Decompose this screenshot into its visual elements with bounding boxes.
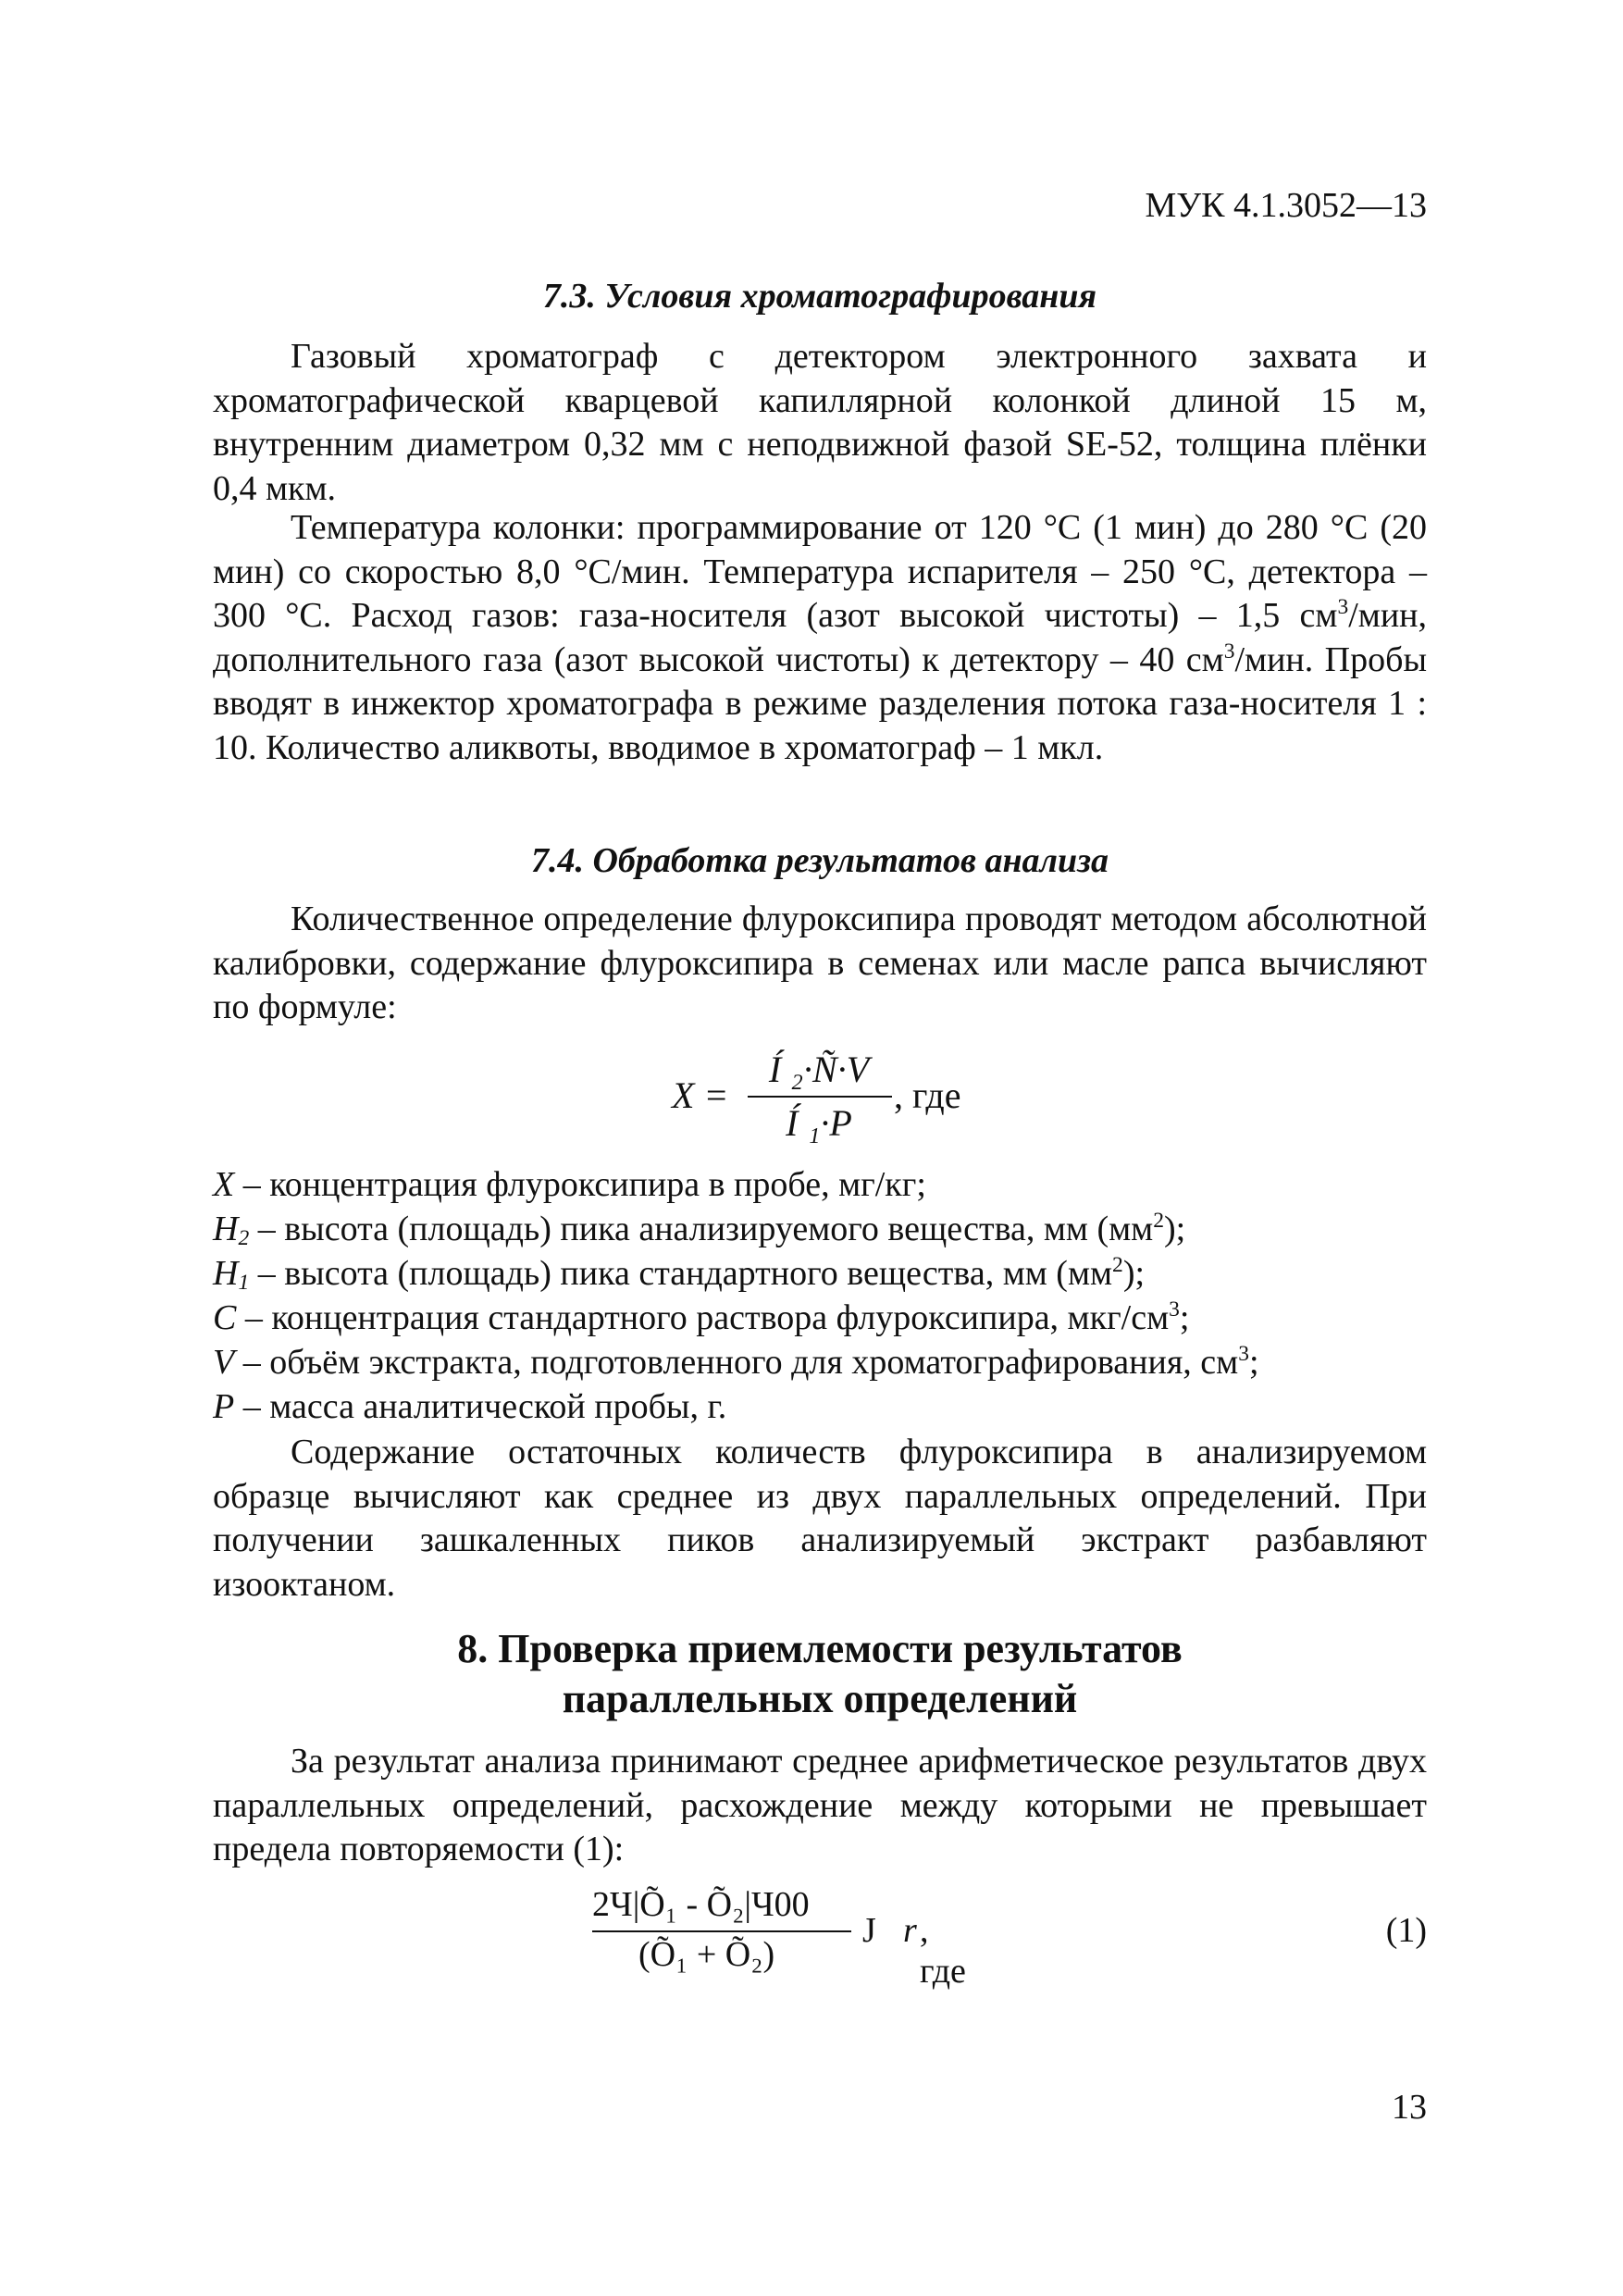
formula-number: (1) bbox=[1385, 1911, 1427, 1950]
fraction-bar bbox=[748, 1096, 892, 1098]
page-number: 13 bbox=[1392, 2088, 1427, 2127]
paragraph-2-part-a: Температура колонки: программирование от 120 °С (1 мин) до 280 °С (20 мин) со скоростью 8,0 °С/мин. Температура испарителя – 250 °С, детектора – 300 °С. Расход газов: газа-носителя (азот высокой чистоты) – 1,5 см bbox=[213, 508, 1427, 635]
fraction-bar bbox=[592, 1930, 851, 1932]
section-7-3-paragraph-1: Газовый хроматограф с детектором электронного захвата и хроматографической кварцевой капиллярной колонкой длиной 15 м, внутренним диаметром 0,32 мм с неподвижной фазой SE-52, толщина плёнки 0,4 мкм. bbox=[213, 337, 1427, 508]
formula-1-numerator: 2Ч|Õ₁ - Õ₂|Ч00 bbox=[592, 1885, 810, 1924]
definition-p: P – масса аналитической пробы, г. bbox=[213, 1387, 727, 1426]
formula-numerator: Í ₂·Ñ·V bbox=[768, 1049, 870, 1090]
formula-1-denominator: (Õ₁ + Õ₂) bbox=[638, 1935, 775, 1974]
formula-denominator: Í ₁·P bbox=[786, 1102, 852, 1144]
section-7-3-title: 7.3. Условия хроматографирования bbox=[542, 277, 1097, 316]
superscript-3: 3 bbox=[1223, 639, 1235, 664]
paragraph-2-part-c: /мин. Пробы вводят в инжектор хроматографа в режиме разделения потока газа-носителя 1 : 10. Количество аликвоты, вводимое в хроматограф – 1 мкл. bbox=[213, 639, 1427, 767]
section-7-4-paragraph-1: Количественное определение флуроксипира проводят методом абсолютной калибровки, содержание флуроксипира в семенах или масле рапса вычисляют по формуле: bbox=[213, 900, 1427, 1026]
formula-1-relation: J bbox=[862, 1911, 876, 1950]
section-8-title-line-2: параллельных определений bbox=[562, 1676, 1078, 1721]
formula-lhs: X = bbox=[672, 1074, 729, 1116]
formula-1-r: r bbox=[903, 1911, 917, 1950]
definition-h2: $H_2$ – высота (площадь) пика анализируемого вещества, мм $(мм^2)$; bbox=[213, 1208, 1186, 1251]
superscript-3: 3 bbox=[1337, 594, 1349, 619]
section-8-paragraph-1: За результат анализа принимают среднее арифметическое результатов двух параллельных определений, расхождение между которыми не превышает предела повторяемости (1): bbox=[213, 1742, 1427, 1868]
definition-c: C – концентрация стандартного раствора флуроксипира, мкг/$см^3$; bbox=[213, 1297, 1190, 1337]
formula-1-suffix: , где bbox=[920, 1911, 966, 1991]
concentration-formula bbox=[672, 1048, 1005, 1149]
definition-x: X – концентрация флуроксипира в пробе, мг/кг; bbox=[213, 1165, 926, 1204]
section-7-4-title: 7.4. Обработка результатов анализа bbox=[530, 841, 1109, 880]
section-7-4-paragraph-2: Содержание остаточных количеств флуроксипира в анализируемом образце вычисляют как среднее из двух параллельных определений. При получении зашкаленных пиков анализируемый экстракт разбавляют изооктаном. bbox=[213, 1433, 1427, 1604]
definition-h1: $H_1$ – высота (площадь) пика стандартного вещества, мм $(мм^2)$; bbox=[213, 1252, 1146, 1296]
definition-v: V – объём экстракта, подготовленного для хроматографирования, $см^3$; bbox=[213, 1341, 1259, 1382]
section-7-3-paragraph-2 bbox=[213, 506, 1427, 770]
section-8-title-line-1: 8. Проверка приемлемости результатов bbox=[457, 1626, 1183, 1671]
paragraph-2-part-b: /мин, дополнительного газа (азот высокой чистоты) к детектору – 40 см bbox=[213, 596, 1427, 679]
document-id-header: МУК 4.1.3052—13 bbox=[1145, 186, 1427, 225]
repeatability-formula bbox=[592, 1879, 981, 1991]
formula-suffix: , где bbox=[894, 1074, 961, 1116]
